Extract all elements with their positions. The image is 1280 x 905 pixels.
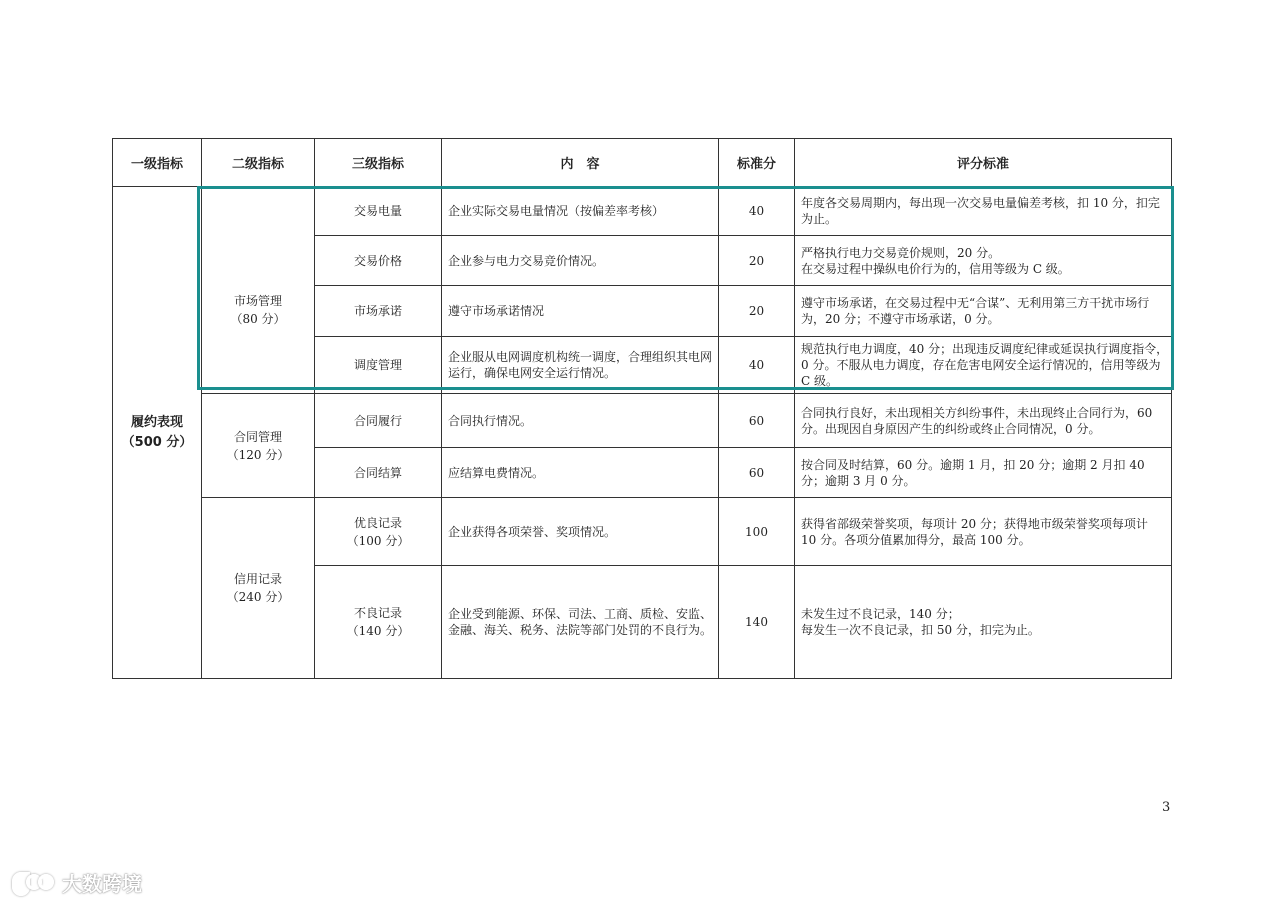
level2-score: （240 分） xyxy=(226,590,290,604)
level3-name: 交易价格 xyxy=(353,253,402,268)
level3-score: （100 分） xyxy=(346,533,410,548)
standard-score-cell: 20 xyxy=(719,236,795,286)
level3-name: 优良记录 xyxy=(353,515,402,530)
criteria-cell: 规范执行电力调度，40 分；出现违反调度纪律或延误执行调度指令， 0 分。不服从电力调度，存在危害电网安全运行情况的，信用等级为 C 级。 xyxy=(795,337,1172,394)
header-level3: 三级指标 xyxy=(315,139,442,187)
level1-score: （500 分） xyxy=(121,434,193,450)
watermark-logo-icon xyxy=(12,870,56,896)
watermark-text: 大数跨境 xyxy=(62,872,142,896)
header-level1: 一级指标 xyxy=(113,139,202,187)
criteria-cell: 未发生过不良记录，140 分； 每发生一次不良记录，扣 50 分，扣完为止。 xyxy=(795,566,1172,679)
standard-score-cell: 140 xyxy=(719,566,795,679)
level3-name: 合同履行 xyxy=(353,413,402,428)
page-number: 3 xyxy=(1162,800,1171,815)
criteria-cell: 严格执行电力交易竞价规则，20 分。 在交易过程中操纵电价行为的，信用等级为 C 级。 xyxy=(795,236,1172,286)
content-cell: 企业获得各项荣誉、奖项情况。 xyxy=(442,498,719,566)
standard-score-cell: 20 xyxy=(719,286,795,337)
level2-name: 信用记录 xyxy=(233,572,282,586)
table-header-row xyxy=(113,139,1172,187)
standard-score-cell: 40 xyxy=(719,187,795,236)
table-body xyxy=(113,187,1175,679)
watermark xyxy=(12,868,142,897)
level3-score: （140 分） xyxy=(346,624,410,638)
level2-score: （120 分） xyxy=(226,447,290,462)
content-cell: 企业服从电网调度机构统一调度，合理组织其电网运行，确保电网安全运行情况。 xyxy=(442,337,719,394)
table-row xyxy=(113,394,1172,448)
header-level2: 二级指标 xyxy=(202,139,315,187)
criteria-cell: 年度各交易周期内，每出现一次交易电量偏差考核，扣 10 分，扣完为止。 xyxy=(795,187,1172,236)
level1-name: 履约表现 xyxy=(130,414,183,430)
level3-name: 合同结算 xyxy=(353,465,402,480)
evaluation-table xyxy=(112,138,1175,679)
level3-cell xyxy=(315,236,442,286)
content-cell: 企业实际交易电量情况（按偏差率考核） xyxy=(442,187,719,236)
standard-score-cell: 60 xyxy=(719,448,795,498)
level3-cell xyxy=(315,187,442,236)
header-content: 内 容 xyxy=(442,139,719,187)
header-standard-score: 标准分 xyxy=(719,139,795,187)
level3-cell xyxy=(315,394,442,448)
level2-name: 市场管理 xyxy=(233,294,282,308)
content-cell: 企业受到能源、环保、司法、工商、质检、安监、金融、海关、税务、法院等部门处罚的不良行为。 xyxy=(442,566,719,679)
content-cell: 应结算电费情况。 xyxy=(442,448,719,498)
criteria-cell: 获得省部级荣誉奖项，每项计 20 分；获得地市级荣誉奖项每项计 10 分。各项分值累加得分，最高 100 分。 xyxy=(795,498,1172,566)
level2-cell xyxy=(202,498,315,679)
table-row xyxy=(113,498,1172,566)
level3-name: 调度管理 xyxy=(353,358,402,372)
criteria-cell: 合同执行良好，未出现相关方纠纷事件，未出现终止合同行为，60 分。出现因自身原因产生的纠纷或终止合同情况，0 分。 xyxy=(795,394,1172,448)
header-criteria: 评分标准 xyxy=(795,139,1172,187)
criteria-cell: 遵守市场承诺，在交易过程中无“合谋”、无利用第三方干扰市场行为，20 分；不遵守市场承诺，0 分。 xyxy=(795,286,1172,337)
standard-score-cell: 100 xyxy=(719,498,795,566)
level3-cell xyxy=(315,566,442,679)
criteria-cell: 按合同及时结算，60 分。逾期 1 月，扣 20 分；逾期 2 月扣 40 分；逾期 3 月 0 分。 xyxy=(795,448,1172,498)
level2-cell xyxy=(202,187,315,394)
level2-cell xyxy=(202,394,315,498)
content-cell: 企业参与电力交易竞价情况。 xyxy=(442,236,719,286)
level2-name: 合同管理 xyxy=(233,429,282,444)
level3-name: 不良记录 xyxy=(353,606,402,620)
level3-cell xyxy=(315,448,442,498)
standard-score-cell: 40 xyxy=(719,337,795,394)
standard-score-cell: 60 xyxy=(719,394,795,448)
level3-cell xyxy=(315,337,442,394)
level3-name: 市场承诺 xyxy=(353,304,402,318)
table-row xyxy=(113,187,1172,236)
content-cell: 遵守市场承诺情况 xyxy=(442,286,719,337)
level3-cell xyxy=(315,286,442,337)
level3-cell xyxy=(315,498,442,566)
level2-score: （80 分） xyxy=(230,312,286,326)
level3-name: 交易电量 xyxy=(353,204,402,218)
content-cell: 合同执行情况。 xyxy=(442,394,719,448)
level1-cell xyxy=(113,187,202,679)
